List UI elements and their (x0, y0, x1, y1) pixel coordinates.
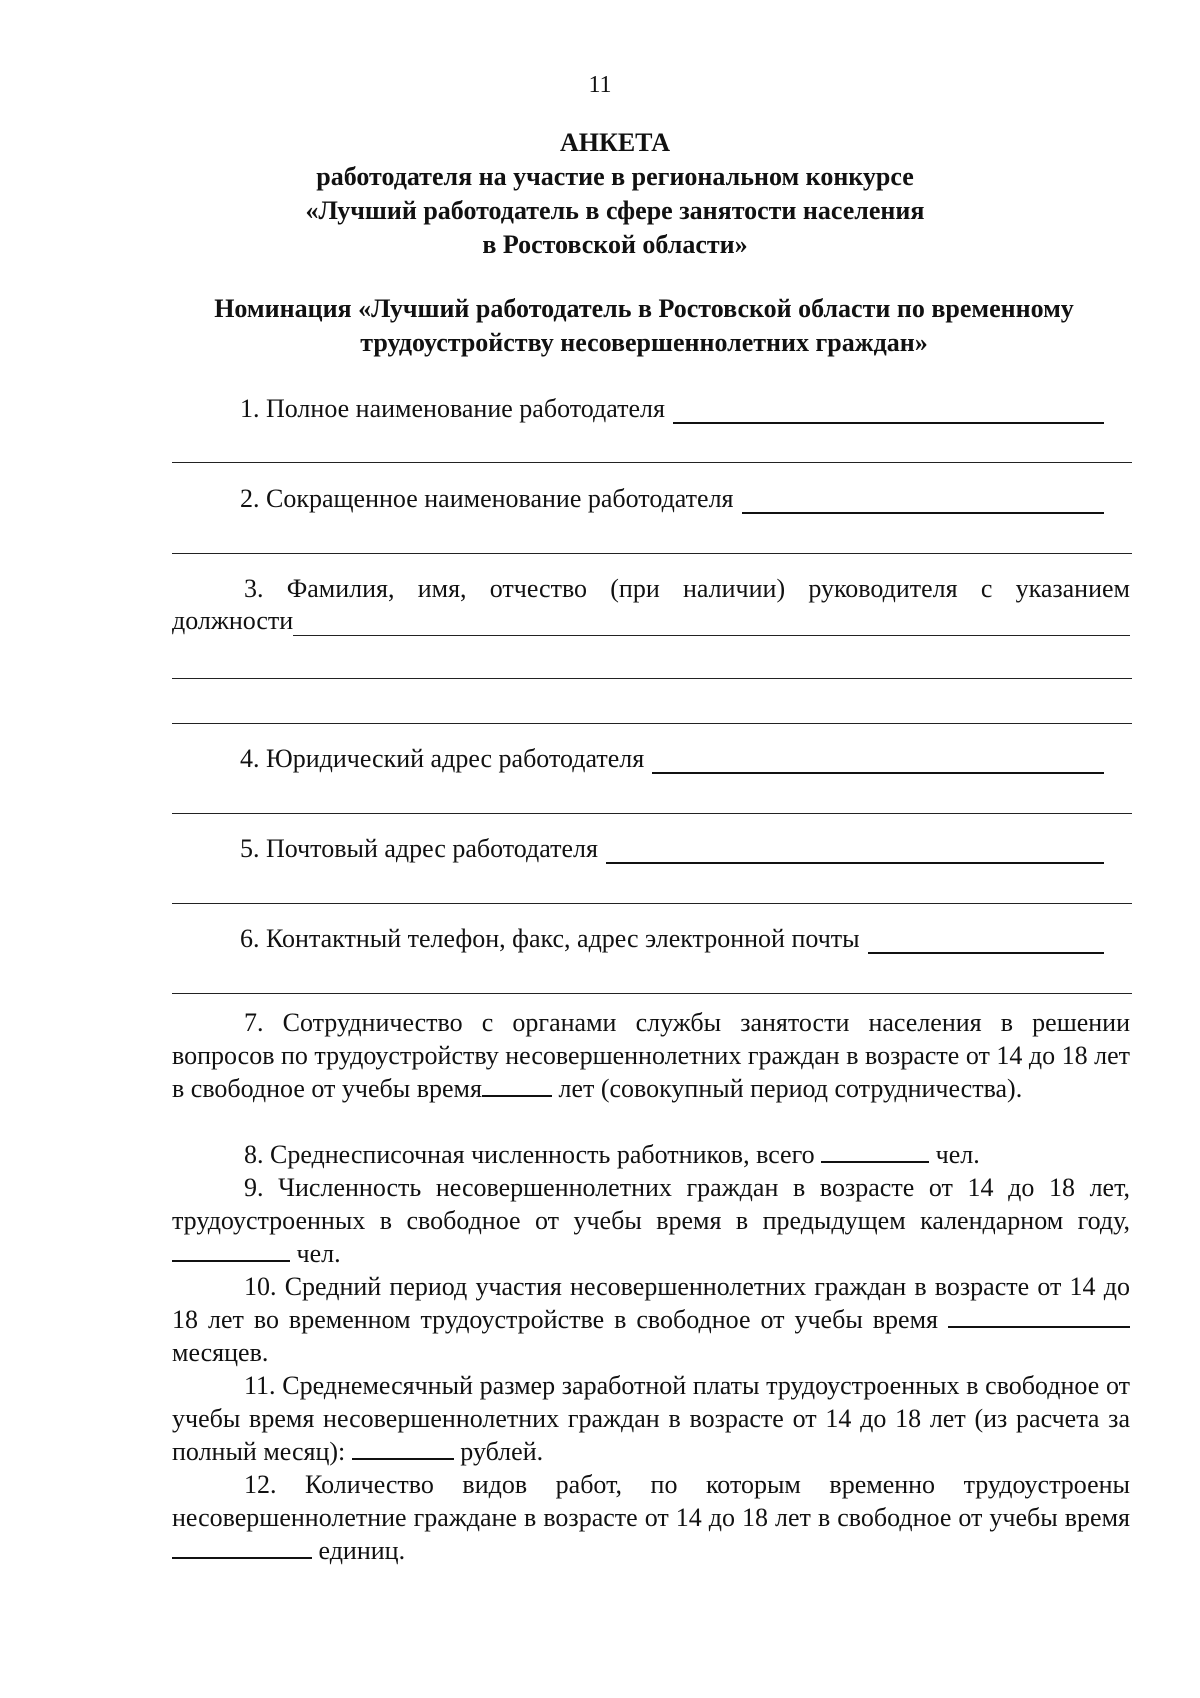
item-3-field-line-2[interactable] (172, 678, 1132, 679)
item-6-row (240, 920, 1104, 954)
item-12-text: 12. Количество видов работ, по которым временно трудоустроены несовершеннолетние граждане в возрасте от 14 до 18 лет в свободное от учебы время (172, 1470, 1130, 1532)
item-7-text-end: лет (совокупный период сотрудничества). (558, 1074, 1023, 1103)
item-2-label: 2. Сокращенное наименование работодателя (240, 484, 734, 513)
item-11-text: 11. Среднемесячный размер заработной платы трудоустроенных в свободное от учебы время несовершеннолетних граждан в возрасте от 14 до 18 лет (из расчета за полный месяц): (172, 1371, 1130, 1466)
item-5-label: 5. Почтовый адрес работодателя (240, 834, 598, 863)
form-subtitle-1: работодателя на участие в региональном конкурсе (316, 162, 914, 191)
item-8-field[interactable] (821, 1139, 929, 1163)
item-7-field[interactable] (482, 1073, 552, 1097)
item-5-row (240, 830, 1104, 864)
item-2-field[interactable] (742, 490, 1104, 514)
item-7-text: 7. Сотрудничество с органами службы занятости населения в решении вопросов по трудоустройству несовершеннолетних граждан в возрасте от 14 до 18 лет в свободное от учебы время (172, 1008, 1130, 1103)
item-6-field[interactable] (868, 930, 1104, 954)
item-1-field[interactable] (673, 400, 1104, 424)
item-4-field-continuation[interactable] (172, 813, 1132, 814)
item-5-field-continuation[interactable] (172, 903, 1132, 904)
item-10-field[interactable] (948, 1304, 1130, 1328)
item-10-paragraph (172, 1270, 1130, 1369)
item-9-text: 9. Численность несовершеннолетних граждан в возрасте от 14 до 18 лет, трудоустроенных в свободное от учебы время в предыдущем календарном году, (172, 1173, 1130, 1235)
item-6-label: 6. Контактный телефон, факс, адрес электронной почты (240, 924, 860, 953)
item-10-text: 10. Средний период участия несовершеннолетних граждан в возрасте от 14 до 18 лет во временном трудоустройстве в свободное от учебы время (172, 1272, 1130, 1334)
item-10-unit: месяцев. (172, 1338, 269, 1367)
item-3-field[interactable] (293, 613, 1130, 636)
item-11-paragraph (172, 1369, 1130, 1468)
item-3-field-line-3[interactable] (172, 723, 1132, 724)
item-6-field-continuation[interactable] (172, 993, 1132, 994)
item-2-row (240, 480, 1104, 514)
item-9-field[interactable] (172, 1238, 290, 1262)
form-title: АНКЕТА (559, 128, 671, 157)
item-4-field[interactable] (652, 750, 1104, 774)
form-subtitle-2: «Лучший работодатель в сфере занятости населения (305, 196, 925, 225)
page-number: 11 (588, 72, 612, 98)
item-1-label: 1. Полное наименование работодателя (240, 394, 665, 423)
nomination-line-1: Номинация «Лучший работодатель в Ростовской области по временному (214, 294, 1074, 323)
form-subtitle-3: в Ростовской области» (482, 230, 748, 259)
item-4-label: 4. Юридический адрес работодателя (240, 744, 645, 773)
item-4-row (240, 740, 1104, 774)
item-1-row (240, 390, 1104, 424)
item-8-unit: чел. (935, 1140, 980, 1169)
item-9-paragraph (172, 1171, 1130, 1270)
item-2-field-continuation[interactable] (172, 553, 1132, 554)
item-7-paragraph (172, 1006, 1130, 1105)
item-5-field[interactable] (606, 840, 1104, 864)
item-8-text: 8. Среднесписочная численность работников, всего (244, 1140, 815, 1169)
item-12-field[interactable] (172, 1535, 312, 1559)
item-8-paragraph (172, 1138, 1130, 1171)
item-11-unit: рублей. (460, 1437, 544, 1466)
item-12-unit: единиц. (318, 1536, 406, 1565)
item-11-field[interactable] (352, 1436, 454, 1460)
item-1-field-continuation[interactable] (172, 462, 1132, 463)
nomination-line-2: трудоустройству несовершеннолетних граждан» (360, 328, 928, 357)
item-3-label-2: должности (172, 606, 294, 635)
item-3-label: 3. Фамилия, имя, отчество (при наличии) руководителя с указанием (244, 574, 1130, 603)
item-3-row (172, 602, 1130, 636)
item-12-paragraph (172, 1468, 1130, 1567)
item-9-unit: чел. (296, 1239, 341, 1268)
